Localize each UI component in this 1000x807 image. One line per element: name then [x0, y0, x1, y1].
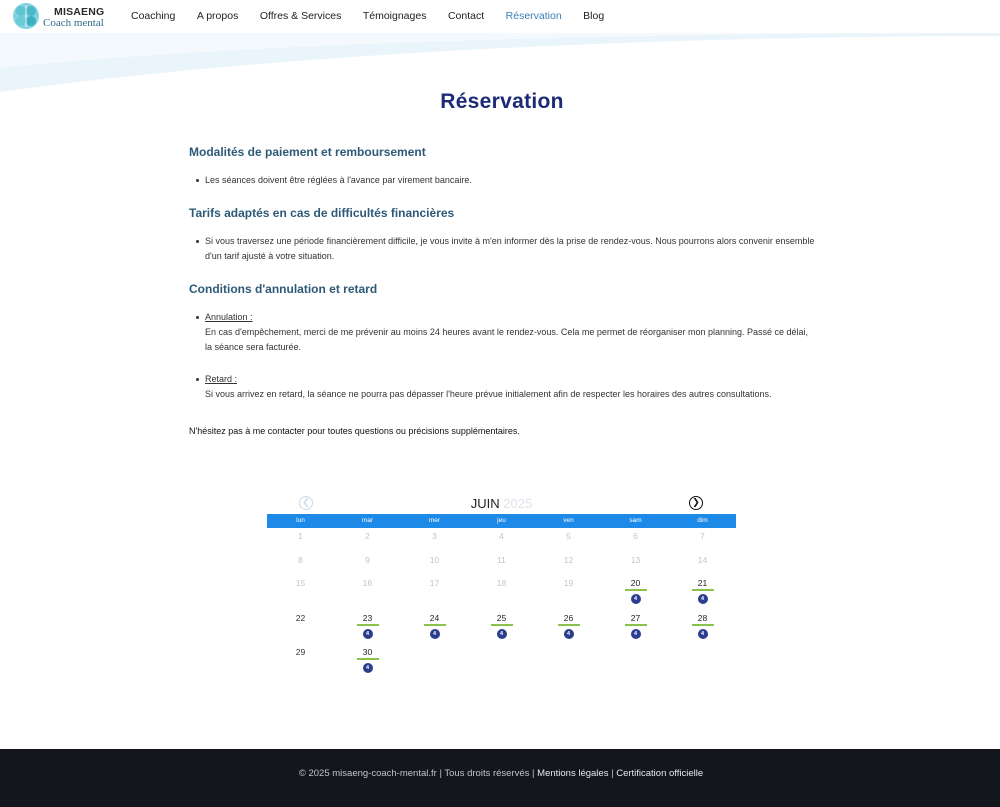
- logo-title: MISAENG: [54, 6, 105, 18]
- calendar-day-12: [535, 555, 602, 565]
- bullet-tarifs: [205, 234, 817, 264]
- availability-bar: [692, 624, 714, 626]
- calendar-day-16: [334, 578, 401, 588]
- day-number: 6: [633, 531, 638, 541]
- calendar-day-9: [334, 555, 401, 565]
- nav-offres-services[interactable]: Offres & Services: [259, 10, 342, 22]
- footer-separator: |: [532, 768, 535, 779]
- nav-blog[interactable]: Blog: [583, 10, 605, 22]
- calendar-day-3: [401, 531, 468, 541]
- day-number: 20: [630, 578, 641, 588]
- previous-month-icon[interactable]: ❮: [299, 496, 313, 510]
- closing-note: N'hésitez pas à me contacter pour toutes questions ou précisions supplémentaires.: [189, 426, 520, 436]
- nav-reservation[interactable]: Réservation: [505, 10, 562, 22]
- availability-bar: [357, 658, 379, 660]
- booking-calendar: [267, 494, 736, 694]
- footer-certification-link[interactable]: Certification officielle: [616, 768, 704, 779]
- day-number: 26: [563, 613, 574, 623]
- calendar-day-29: [267, 647, 334, 657]
- availability-bar: [558, 624, 580, 626]
- weekday-dim: dim: [697, 517, 708, 524]
- slots-count-badge: 4: [430, 629, 440, 639]
- day-number: 9: [365, 555, 370, 565]
- day-number: 22: [295, 613, 306, 623]
- bullet-label: Annulation :: [205, 312, 253, 322]
- day-number: 18: [496, 578, 507, 588]
- calendar-month: JUIN: [470, 496, 500, 511]
- calendar-day-24[interactable]: [401, 613, 468, 639]
- availability-bar: [625, 624, 647, 626]
- day-number: 17: [429, 578, 440, 588]
- nav-coaching[interactable]: Coaching: [131, 10, 176, 22]
- calendar-day-14: [669, 555, 736, 565]
- calendar-day-18: [468, 578, 535, 588]
- slots-count-badge: 4: [497, 629, 507, 639]
- day-number: 21: [697, 578, 708, 588]
- day-number: 13: [630, 555, 641, 565]
- section-title-tarifs: Tarifs adaptés en cas de difficultés financières: [189, 206, 455, 220]
- availability-bar: [625, 589, 647, 591]
- calendar-day-2: [334, 531, 401, 541]
- section-title-annulation: Conditions d'annulation et retard: [189, 282, 378, 296]
- bullet-retard: [205, 372, 817, 402]
- calendar-day-19: [535, 578, 602, 588]
- slots-count-badge: 4: [564, 629, 574, 639]
- footer-legal-link[interactable]: Mentions légales: [537, 768, 609, 779]
- day-number: 8: [298, 555, 303, 565]
- site-logo[interactable]: [12, 2, 112, 32]
- calendar-day-6: [602, 531, 669, 541]
- day-number: 23: [362, 613, 373, 623]
- day-number: 27: [630, 613, 641, 623]
- day-number: 16: [362, 578, 373, 588]
- calendar-day-20[interactable]: [602, 578, 669, 604]
- nav-contact[interactable]: Contact: [447, 10, 485, 22]
- slots-count-badge: 4: [631, 594, 641, 604]
- calendar-day-28[interactable]: [669, 613, 736, 639]
- bullet-annulation: [205, 310, 817, 355]
- calendar-day-10: [401, 555, 468, 565]
- nav-a-propos[interactable]: A propos: [196, 10, 239, 22]
- bullet-text: Si vous arrivez en retard, la séance ne pourra pas dépasser l'heure prévue initialement afin de respecter les horaires des autres consultations.: [205, 389, 772, 399]
- availability-bar: [357, 624, 379, 626]
- bullet-text: Si vous traversez une période financièrement difficile, je vous invite à m'en informer dès la prise de rendez-vous. Nous pourrons alors convenir ensemble d'un tarif ajusté à votre situation.: [205, 236, 815, 261]
- availability-bar: [424, 624, 446, 626]
- calendar-day-8: [267, 555, 334, 565]
- availability-bar: [491, 624, 513, 626]
- slots-count-badge: 4: [698, 594, 708, 604]
- calendar-day-21[interactable]: [669, 578, 736, 604]
- site-footer: [0, 749, 1000, 807]
- footer-text: [0, 768, 1000, 779]
- availability-bar: [692, 589, 714, 591]
- page-title: Réservation: [440, 90, 564, 113]
- next-month-icon[interactable]: ❯: [689, 496, 703, 510]
- bullet-text: En cas d'empêchement, merci de me prévenir au moins 24 heures avant le rendez-vous. Cela me permet de réorganiser mon planning. Passé ce délai, la séance sera facturée.: [205, 327, 809, 352]
- main-nav: [131, 10, 626, 24]
- day-number: 24: [429, 613, 440, 623]
- calendar-day-11: [468, 555, 535, 565]
- weekday-mer: mer: [428, 517, 441, 524]
- day-number: 7: [700, 531, 705, 541]
- day-number: 25: [496, 613, 507, 623]
- day-number: 30: [362, 647, 373, 657]
- day-number: 12: [563, 555, 574, 565]
- calendar-year: 2025: [503, 496, 533, 511]
- logo-subtitle: Coach mental: [43, 17, 104, 29]
- weekday-mar: mar: [361, 517, 374, 524]
- day-number: 3: [432, 531, 437, 541]
- calendar-day-1: [267, 531, 334, 541]
- weekday-jeu: jeu: [497, 517, 506, 524]
- slots-count-badge: 4: [631, 629, 641, 639]
- footer-separator: |: [611, 768, 614, 779]
- calendar-month-label: [267, 496, 736, 511]
- section-title-payment: Modalités de paiement et remboursement: [189, 145, 426, 159]
- bullet-payment: [205, 173, 817, 188]
- bullet-text: Les séances doivent être réglées à l'avance par virement bancaire.: [205, 175, 472, 185]
- day-number: 29: [295, 647, 306, 657]
- calendar-day-15: [267, 578, 334, 588]
- calendar-day-7: [669, 531, 736, 541]
- calendar-day-22: [267, 613, 334, 623]
- calendar-day-13: [602, 555, 669, 565]
- day-number: 1: [298, 531, 303, 541]
- day-number: 10: [429, 555, 440, 565]
- nav-temoignages[interactable]: Témoignages: [362, 10, 427, 22]
- slots-count-badge: 4: [363, 629, 373, 639]
- day-number: 4: [499, 531, 504, 541]
- day-number: 11: [497, 555, 506, 565]
- calendar-day-17: [401, 578, 468, 588]
- day-number: 14: [697, 555, 708, 565]
- calendar-day-4: [468, 531, 535, 541]
- bullet-label: Retard :: [205, 374, 238, 384]
- slots-count-badge: 4: [698, 629, 708, 639]
- weekday-lun: lun: [296, 517, 305, 524]
- footer-rights: Tous droits réservés: [444, 768, 530, 779]
- day-number: 5: [566, 531, 571, 541]
- brain-logo-icon: [12, 2, 40, 30]
- weekday-ven: ven: [563, 517, 574, 524]
- weekday-header: [267, 514, 736, 528]
- footer-copyright: © 2025 misaeng-coach-mental.fr: [298, 768, 437, 779]
- footer-separator: |: [439, 768, 442, 779]
- calendar-day-5: [535, 531, 602, 541]
- day-number: 15: [295, 578, 306, 588]
- day-number: 2: [365, 531, 370, 541]
- calendar-day-25[interactable]: [468, 613, 535, 639]
- site-header: [0, 0, 1000, 33]
- calendar-day-23[interactable]: [334, 613, 401, 639]
- weekday-sam: sam: [629, 517, 642, 524]
- day-number: 19: [563, 578, 574, 588]
- calendar-day-27[interactable]: [602, 613, 669, 639]
- calendar-day-30[interactable]: [334, 647, 401, 673]
- slots-count-badge: 4: [363, 663, 373, 673]
- day-number: 28: [697, 613, 708, 623]
- calendar-day-26[interactable]: [535, 613, 602, 639]
